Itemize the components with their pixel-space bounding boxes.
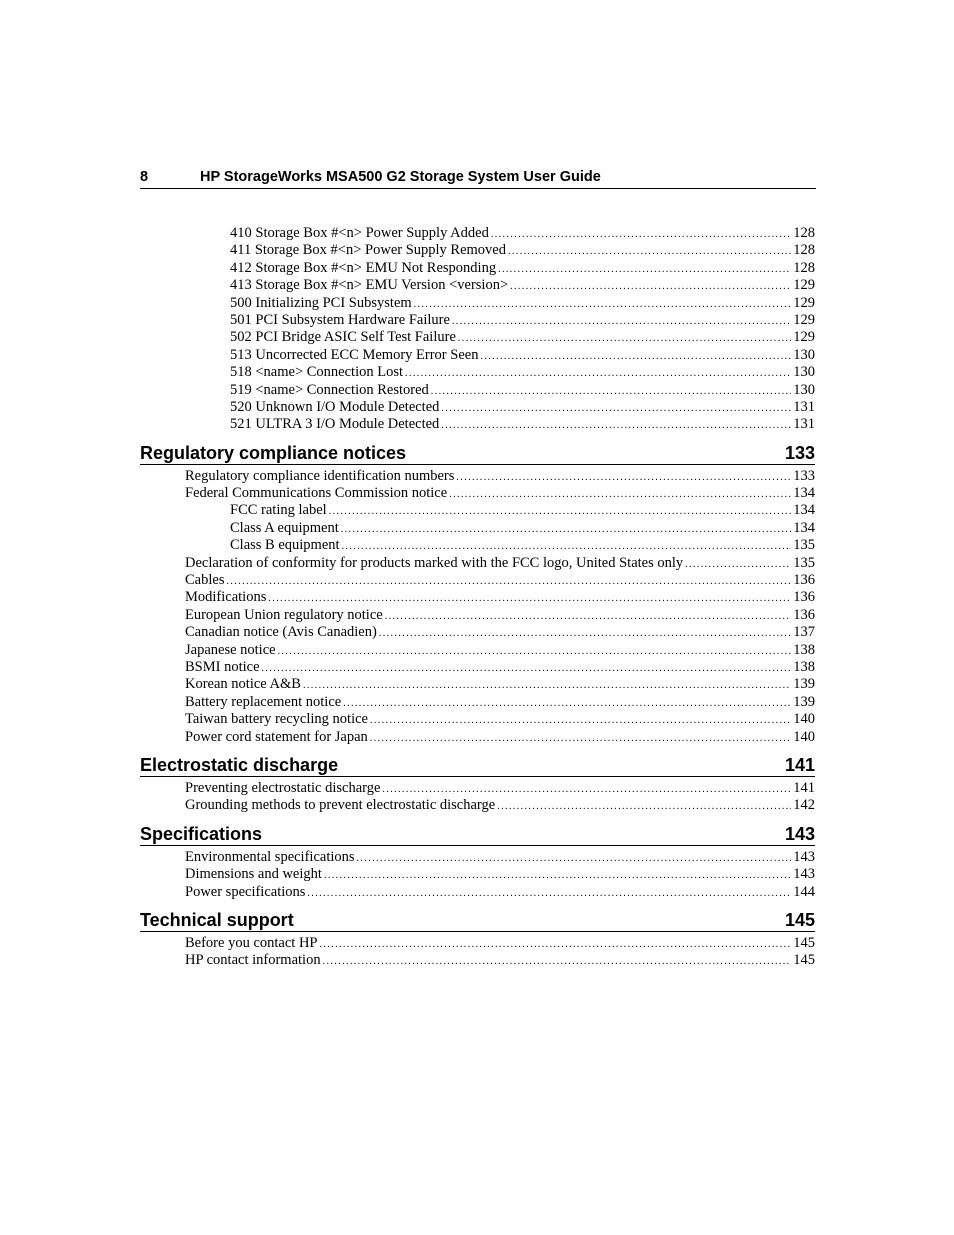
toc-entry-title: Preventing electrostatic discharge bbox=[185, 779, 381, 796]
toc-entry-title: 500 Initializing PCI Subsystem bbox=[230, 294, 412, 311]
toc-section bbox=[140, 823, 815, 901]
dot-leader bbox=[497, 798, 791, 815]
section-title: Technical support bbox=[140, 909, 294, 930]
dot-leader bbox=[370, 712, 791, 729]
toc-entry-page: 136 bbox=[793, 589, 815, 606]
toc-entry[interactable] bbox=[140, 399, 815, 416]
dot-leader bbox=[268, 590, 791, 607]
dot-leader bbox=[685, 556, 791, 573]
toc-entry[interactable] bbox=[140, 711, 815, 728]
toc-entry-title: Power specifications bbox=[185, 883, 306, 900]
toc-entry-title: BSMI notice bbox=[185, 658, 260, 675]
toc-entry[interactable] bbox=[140, 572, 815, 589]
toc-entry-page: 138 bbox=[793, 641, 815, 658]
dot-leader bbox=[341, 521, 792, 538]
dot-leader bbox=[458, 330, 791, 347]
toc-entry[interactable] bbox=[140, 694, 815, 711]
toc-entry-title: HP contact information bbox=[185, 952, 321, 969]
toc-entry-page: 137 bbox=[793, 624, 815, 641]
toc-entry-page: 136 bbox=[793, 572, 815, 589]
toc-entry[interactable] bbox=[140, 347, 815, 364]
toc-entry-page: 134 bbox=[793, 519, 815, 536]
dot-leader bbox=[323, 953, 792, 970]
toc-entry[interactable] bbox=[140, 797, 815, 814]
toc-entry[interactable] bbox=[140, 329, 815, 346]
toc-entry[interactable] bbox=[140, 277, 815, 294]
toc-entry-title: 411 Storage Box #<n> Power Supply Removed bbox=[230, 242, 506, 259]
toc-entry[interactable] bbox=[140, 468, 815, 485]
toc-entry-page: 138 bbox=[793, 658, 815, 675]
dot-leader bbox=[382, 781, 791, 798]
section-page: 133 bbox=[784, 442, 815, 463]
section-title: Regulatory compliance notices bbox=[140, 442, 407, 463]
toc-entry[interactable] bbox=[140, 382, 815, 399]
toc-entry-title: 413 Storage Box #<n> EMU Version <version> bbox=[230, 277, 509, 294]
toc-entry[interactable] bbox=[140, 884, 815, 901]
section-page: 143 bbox=[784, 823, 815, 844]
toc-entry-title: Dimensions and weight bbox=[185, 866, 322, 883]
toc-entry-title: 521 ULTRA 3 I/O Module Detected bbox=[230, 416, 440, 433]
toc-entry-title: Class B equipment bbox=[230, 537, 340, 554]
toc-entry[interactable] bbox=[140, 952, 815, 969]
section-heading[interactable] bbox=[140, 909, 815, 932]
toc-entry-page: 134 bbox=[793, 502, 815, 519]
dot-leader bbox=[343, 695, 791, 712]
toc-entry-page: 140 bbox=[793, 728, 815, 745]
dot-leader bbox=[262, 660, 792, 677]
dot-leader bbox=[491, 226, 791, 243]
toc-entry-page: 128 bbox=[793, 242, 815, 259]
toc-entry-page: 129 bbox=[793, 294, 815, 311]
toc-entry-page: 140 bbox=[793, 711, 815, 728]
toc-entry-page: 133 bbox=[793, 467, 815, 484]
toc-entry-page: 142 bbox=[793, 797, 815, 814]
dot-leader bbox=[452, 313, 791, 330]
dot-leader bbox=[480, 348, 791, 365]
toc-entry-title: FCC rating label bbox=[230, 502, 327, 519]
toc-entry[interactable] bbox=[140, 260, 815, 277]
dot-leader bbox=[441, 417, 791, 434]
toc-entry-page: 129 bbox=[793, 311, 815, 328]
toc-entry-title: Power cord statement for Japan bbox=[185, 728, 368, 745]
toc-entry[interactable] bbox=[140, 659, 815, 676]
toc-entry-title: 412 Storage Box #<n> EMU Not Responding bbox=[230, 259, 497, 276]
dot-leader bbox=[441, 400, 791, 417]
section-page: 145 bbox=[784, 909, 815, 930]
toc-entry[interactable] bbox=[140, 642, 815, 659]
toc-entry-title: Regulatory compliance identification numbers bbox=[185, 467, 455, 484]
toc-entry-page: 130 bbox=[793, 381, 815, 398]
toc-entry[interactable] bbox=[140, 555, 815, 572]
toc-entry-page: 145 bbox=[793, 952, 815, 969]
toc-entry-title: 513 Uncorrected ECC Memory Error Seen bbox=[230, 346, 479, 363]
toc-entry-title: 518 <name> Connection Lost bbox=[230, 364, 404, 381]
toc-entry-title: Grounding methods to prevent electrostatic discharge bbox=[185, 797, 496, 814]
section-title: Electrostatic discharge bbox=[140, 754, 339, 775]
dot-leader bbox=[324, 867, 791, 884]
toc-entry-title: Korean notice A&B bbox=[185, 676, 301, 693]
dot-leader bbox=[510, 278, 791, 295]
toc-entry[interactable] bbox=[140, 624, 815, 641]
toc-entry[interactable] bbox=[140, 295, 815, 312]
dot-leader bbox=[456, 469, 791, 486]
toc-entry-page: 145 bbox=[793, 934, 815, 951]
dot-leader bbox=[342, 538, 792, 555]
toc-entry[interactable] bbox=[140, 729, 815, 746]
dot-leader bbox=[303, 677, 791, 694]
dot-leader bbox=[379, 625, 791, 642]
dot-leader bbox=[370, 730, 791, 747]
toc-entry[interactable] bbox=[140, 866, 815, 883]
toc-entry[interactable] bbox=[140, 849, 815, 866]
toc-entry-page: 135 bbox=[793, 537, 815, 554]
toc-entry[interactable] bbox=[140, 242, 815, 259]
dot-leader bbox=[329, 503, 792, 520]
toc-entry-title: Declaration of conformity for products marked with the FCC logo, United States only bbox=[185, 554, 684, 571]
toc-entry-title: European Union regulatory notice bbox=[185, 606, 383, 623]
dot-leader bbox=[385, 608, 792, 625]
section-heading[interactable] bbox=[140, 754, 815, 777]
section-page: 141 bbox=[784, 754, 815, 775]
toc-entry-title: Class A equipment bbox=[230, 519, 339, 536]
toc-entry-title: Battery replacement notice bbox=[185, 693, 342, 710]
toc-section bbox=[140, 442, 815, 746]
toc-entry-title: 519 <name> Connection Restored bbox=[230, 381, 429, 398]
toc-entry-title: Cables bbox=[185, 572, 225, 589]
toc-entry[interactable] bbox=[140, 676, 815, 693]
toc-entry-page: 129 bbox=[793, 329, 815, 346]
toc-entry-page: 134 bbox=[793, 485, 815, 502]
toc-entry[interactable] bbox=[140, 589, 815, 606]
dot-leader bbox=[449, 486, 791, 503]
toc-entry[interactable] bbox=[140, 312, 815, 329]
toc-entry-page: 139 bbox=[793, 676, 815, 693]
page-header bbox=[140, 168, 816, 189]
section-title: Specifications bbox=[140, 823, 263, 844]
dot-leader bbox=[307, 885, 791, 902]
toc-entry-title: 502 PCI Bridge ASIC Self Test Failure bbox=[230, 329, 456, 346]
toc-entry-page: 128 bbox=[793, 259, 815, 276]
dot-leader bbox=[278, 643, 792, 660]
toc-entry[interactable] bbox=[140, 520, 815, 537]
toc-entry-title: 501 PCI Subsystem Hardware Failure bbox=[230, 311, 450, 328]
toc-entry-page: 135 bbox=[793, 554, 815, 571]
toc-entry-page: 130 bbox=[793, 346, 815, 363]
dot-leader bbox=[319, 936, 791, 953]
toc-section bbox=[140, 754, 815, 815]
toc-entry-title: 410 Storage Box #<n> Power Supply Added bbox=[230, 225, 489, 241]
toc-entry-title: Japanese notice bbox=[185, 641, 276, 658]
toc-entry-page: 143 bbox=[793, 866, 815, 883]
toc-section bbox=[140, 909, 815, 970]
dot-leader bbox=[414, 296, 792, 313]
toc-entry[interactable] bbox=[140, 780, 815, 797]
dot-leader bbox=[405, 365, 791, 382]
toc-entry[interactable] bbox=[140, 225, 815, 242]
toc-entry-title: Environmental specifications bbox=[185, 848, 355, 865]
toc-entry-page: 129 bbox=[793, 277, 815, 294]
toc-entry-page: 144 bbox=[793, 883, 815, 900]
toc-entry-title: Modifications bbox=[185, 589, 267, 606]
dot-leader bbox=[431, 383, 791, 400]
toc-entry[interactable] bbox=[140, 607, 815, 624]
toc-entry-page: 143 bbox=[793, 848, 815, 865]
toc-entry-page: 131 bbox=[793, 398, 815, 415]
toc-entry-page: 130 bbox=[793, 364, 815, 381]
toc-entry[interactable] bbox=[140, 502, 815, 519]
dot-leader bbox=[508, 243, 791, 260]
toc-entry[interactable] bbox=[140, 935, 815, 952]
toc-entry-page: 128 bbox=[793, 225, 815, 241]
section-heading[interactable] bbox=[140, 823, 815, 846]
document-title: HP StorageWorks MSA500 G2 Storage System User Guide bbox=[200, 169, 601, 185]
toc-entry[interactable] bbox=[140, 364, 815, 381]
page-number: 8 bbox=[140, 169, 149, 185]
section-heading[interactable] bbox=[140, 442, 815, 465]
table-of-contents bbox=[140, 225, 815, 970]
toc-entry-title: Federal Communications Commission notice bbox=[185, 485, 448, 502]
toc-entry-page: 131 bbox=[793, 416, 815, 433]
toc-entry[interactable] bbox=[140, 485, 815, 502]
toc-entry-title: Before you contact HP bbox=[185, 934, 318, 951]
toc-entry-page: 139 bbox=[793, 693, 815, 710]
dot-leader bbox=[226, 573, 791, 590]
toc-entry-title: Canadian notice (Avis Canadien) bbox=[185, 624, 377, 641]
toc-entry-title: 520 Unknown I/O Module Detected bbox=[230, 398, 440, 415]
toc-entry-page: 141 bbox=[793, 779, 815, 796]
dot-leader bbox=[498, 261, 791, 278]
toc-entry[interactable] bbox=[140, 537, 815, 554]
toc-entry-page: 136 bbox=[793, 606, 815, 623]
dot-leader bbox=[357, 850, 792, 867]
toc-entry[interactable] bbox=[140, 416, 815, 433]
toc-entry-title: Taiwan battery recycling notice bbox=[185, 711, 368, 728]
